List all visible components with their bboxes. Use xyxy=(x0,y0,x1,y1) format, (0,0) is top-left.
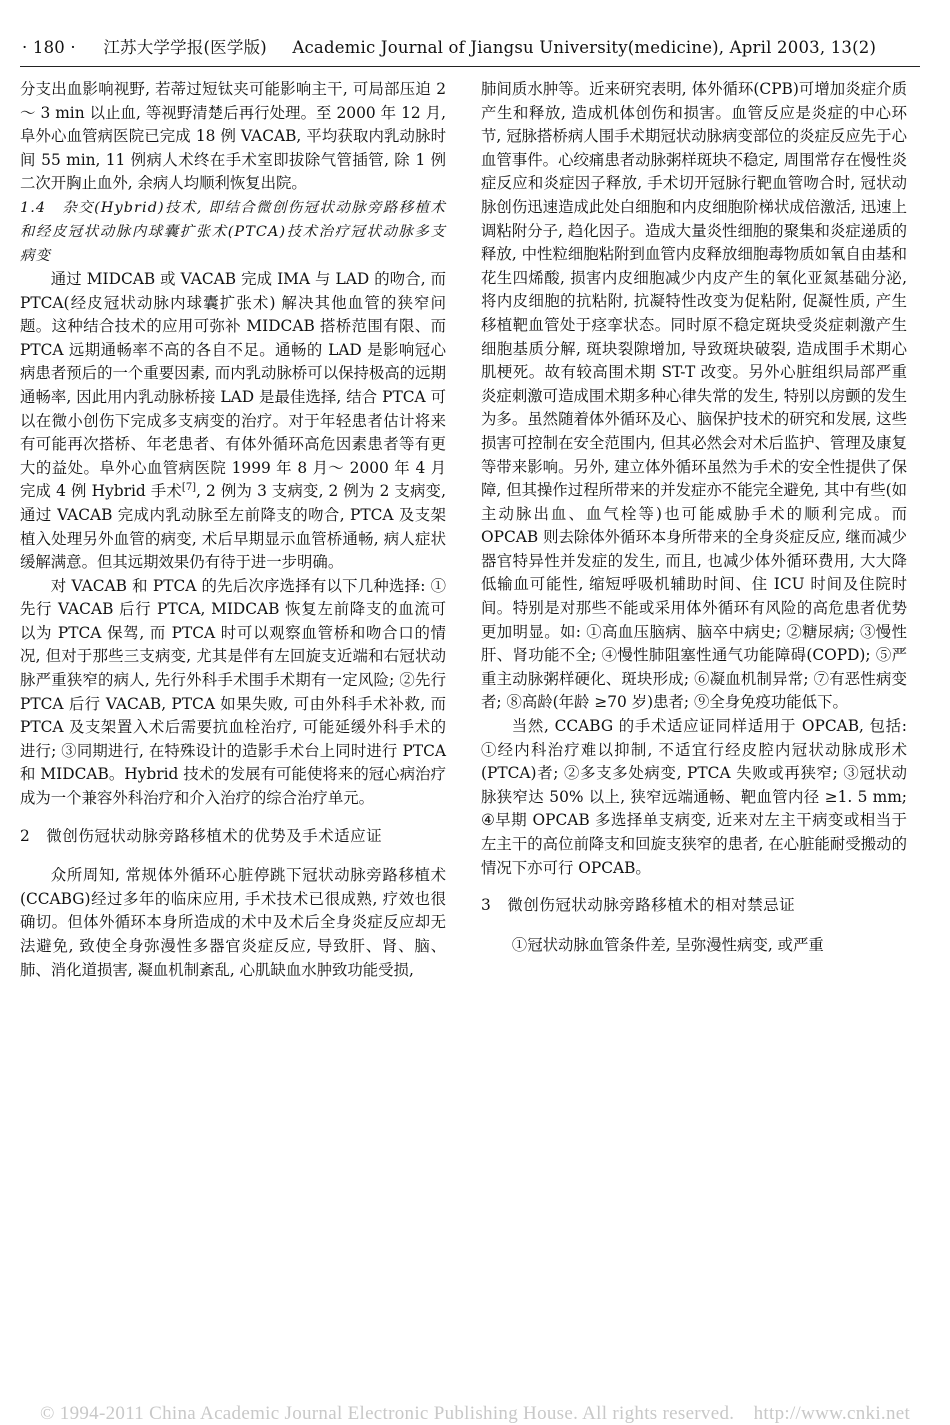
left-column xyxy=(20,78,446,982)
running-header xyxy=(22,34,918,58)
header-rule xyxy=(20,66,920,67)
journal-title-cn: 江苏大学学报(医学版) xyxy=(103,38,267,57)
paragraph-text: , 2 例为 3 支病变, 2 例为 2 支病变, 通过 VACAB 完成内乳动脉至左前降支的吻合, PTCA 及支架植入处理另外血管的病变, 术后早期显示血管桥通畅, 病人症状缓解满意。但其远期效果仍有待于进一步明确。 xyxy=(20,482,446,572)
paragraph: 对 VACAB 和 PTCA 的先后次序选择有以下几种选择: ①先行 VACAB 后行 PTCA, MIDCAB 恢复左前降支的血流可以为 PTCA 保驾, 而 PTCA 时可以观察血管桥和吻合口的情况, 但对于那些三支病变, 尤其是伴有左回旋支近端和右冠状动脉严重狭窄的病人, 先行外科手术围手术期有一定风险; ②先行 PTCA 后行 VACAB, PTCA 如果失败, 可由外科手术补救, 而 PTCA 及支架置入术后需要抗血栓治疗, 可能延缓外科手术的进行; ③同期进行, 在特殊设计的造影手术台上同时进行 PTCA 和 MIDCAB。Hybrid 技术的发展有可能使将来的冠心病治疗成为一个兼容外科治疗和介入治疗的综合治疗单元。 xyxy=(20,576,446,808)
section-heading-3: 3 微创伤冠状动脉旁路移植术的相对禁忌证 xyxy=(481,896,796,915)
paragraph-text: 通过 MIDCAB 或 VACAB 完成 IMA 与 LAD 的吻合, 而 PTCA(经皮冠状动脉内球囊扩张术) 解决其他血管的狭窄问题。这种结合技术的应用可弥补 MIDCAB 搭桥范围有限、而 PTCA 远期通畅率不高的各自不足。通畅的 LAD 是影响冠心病患者预后的一个重要因素, 而内乳动脉桥可以保持极高的远期通畅率, 因此用内乳动脉桥接 LAD 是最佳选择, 结合 PTCA 可以在微小创伤下完成多支病变的治疗。对于年轻患者估计将来有可能再次搭桥、年老患者、有体外循环高危因素患者等有更大的益处。阜外心血管病医院 1999 年 8 月～ 2000 年 4 月完成 4 例 Hybrid 手术 xyxy=(20,269,446,501)
paragraph: 当然, CCABG 的手术适应证同样适用于 OPCAB, 包括: ①经内科治疗难以抑制, 不适宜行经皮腔内冠状动脉成形术(PTCA)者; ②多支多处病变, PTCA 失败或再狭窄; ③冠状动脉狭窄达 50% 以上, 狭窄远端通畅、靶血管内径 ≥1. 5 mm; ④早期 OPCAB 多选择单支病变, 近来对左主干病变或相当于左主干的高位前降支和回旋支狭窄的患者, 在心脏能耐受搬动的情况下亦可行 OPCAB。 xyxy=(481,717,907,877)
paragraph: ①冠状动脉血管条件差, 呈弥漫性病变, 或严重 xyxy=(511,935,824,954)
page-number: · 180 · xyxy=(22,38,76,57)
paragraph: 分支出血影响视野, 若蒂过短钛夹可能影响主干, 可局部压迫 2～ 3 min 以止血, 等视野清楚后再行处理。至 2000 年 12 月, 阜外心血管病医院已完成 18 例 VACAB, 平均获取内乳动脉时间 55 min, 11 例病人术终在手术室即拔除气管插管, 除 1 例二次开胸止血外, 余病人均顺利恢复出院。 xyxy=(20,80,446,193)
right-column xyxy=(481,78,907,957)
subsection-heading-1-4: 1.4 杂交(Hybrid)技术, 即结合微创伤冠状动脉旁路移植术和经皮冠状动脉内球囊扩张术(PTCA)技术治疗冠状动脉多支病变 xyxy=(20,199,446,264)
copyright-watermark: © 1994-2011 China Academic Journal Electronic Publishing House. All rights reserved. http://www.cnki.net xyxy=(40,1403,911,1424)
paragraph: 众所周知, 常规体外循环心脏停跳下冠状动脉旁路移植术(CCABG)经过多年的临床应用, 手术技术已很成熟, 疗效也很确切。但体外循环本身所造成的术中及术后全身炎症反应却无法避免, 致使全身弥漫性多器官炎症反应, 导致肝、肾、脑、肺、消化道损害, 凝血机制紊乱, 心肌缺血水肿致功能受损, xyxy=(20,866,446,979)
paragraph: 肺间质水肿等。近来研究表明, 体外循环(CPB)可增加炎症介质产生和释放, 造成机体创伤和损害。血管反应是炎症的中心环节, 冠脉搭桥病人围手术期冠状动脉病变部位的炎症反应先于心血管事件。心绞痛患者动脉粥样斑块不稳定, 周围常存在慢性炎症反应和炎症因子释放, 手术切开冠脉行靶血管吻合时, 冠状动脉创伤迅速造成此处白细胞和内皮细胞阶梯状成倍激活, 迅速上调粘附分子, 趋化因子。造成大量炎性细胞的聚集和炎症递质的释放, 中性粒细胞粘附到血管内皮释放细胞毒物质如氧自由基和花生四烯酸, 损害内皮细胞减少内皮产生的氧化亚氮基础分泌, 将内皮细胞的抗粘附, 抗凝特性改变为促粘附, 促凝性质, 产生移植靶血管处于痉挛状态。同时原不稳定斑块受炎症刺激产生细胞基质分解, 斑块裂隙增加, 导致斑块破裂, 造成围手术期心肌梗死。故有较高围术期 ST-T 改变。另外心脏组织局部严重炎症刺激可造成围术期多种心律失常的发生, 特别以房颤的发生为多。虽然随着体外循环及心、脑保护技术的研究和发展, 这些损害可控制在安全范围内, 但其必然会对术后监护、管理及康复等带来影响。另外, 建立体外循环虽然为手术的安全性提供了保障, 但其操作过程所带来的并发症亦不能完全避免, 其中有些(如主动脉出血、血气栓等)也可能威胁手术的顺利完成。而 OPCAB 则去除体外循环本身所带来的全身炎症反应, 继而减少器官特异性并发症的发生, 而且, 也减少体外循环费用, 大大降低输血可能性, 缩短呼吸机辅助时间、住 ICU 时间及住院时间。特别是对那些不能或采用体外循环有风险的高危患者优势更加明显。如: ①高血压脑病、脑卒中病史; ②糖尿病; ③慢性肝、肾功能不全; ④慢性肺阻塞性通气功能障碍(COPD); ⑤严重主动脉粥样硬化、斑块形成; ⑥凝血机制异常; ⑦有恶性病变者; ⑧高龄(年龄 ≥70 岁)患者; ⑨全身免疫功能低下。 xyxy=(481,80,907,712)
section-heading-2: 2 微创伤冠状动脉旁路移植术的优势及手术适应证 xyxy=(20,826,383,845)
citation-ref: [7] xyxy=(181,482,197,494)
paragraph xyxy=(20,268,446,575)
journal-title-en: Academic Journal of Jiangsu University(medicine), April 2003, 13(2) xyxy=(292,38,877,57)
